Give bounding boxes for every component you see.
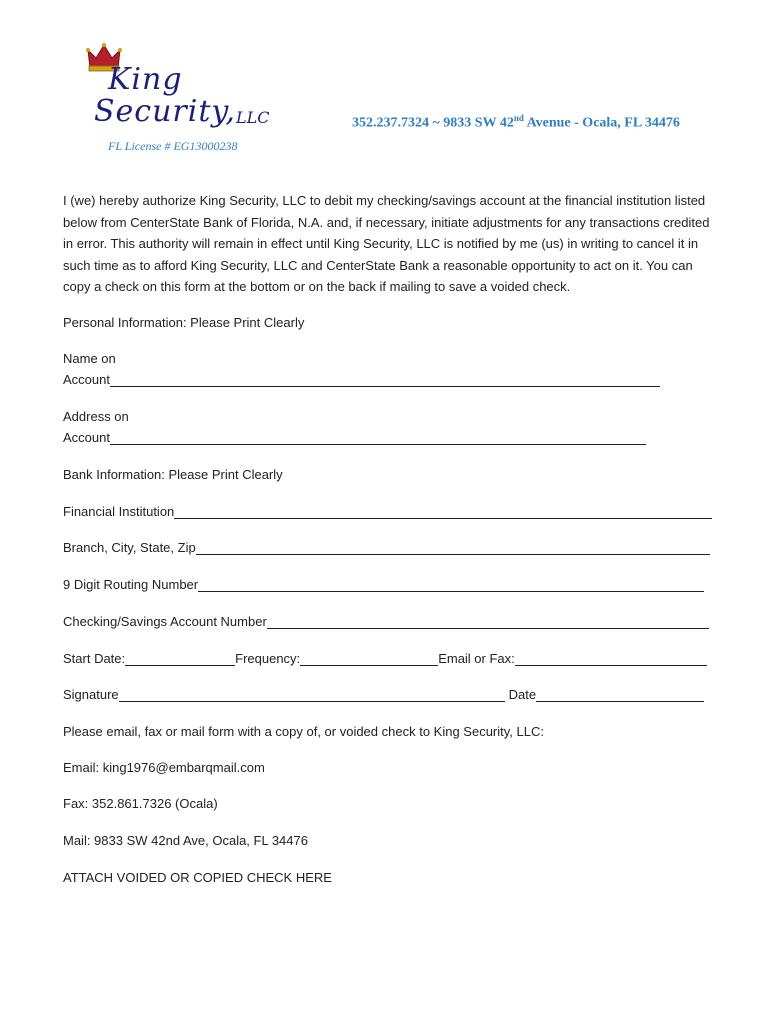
company-logo <box>80 42 290 142</box>
name-label-line2: Account <box>63 372 110 387</box>
contact-mail: Mail: 9833 SW 42nd Ave, Ocala, FL 34476 <box>63 833 308 848</box>
name-label-line1: Name on <box>63 351 116 366</box>
financial-institution-input[interactable] <box>174 504 712 519</box>
logo-word-llc: LLC <box>236 108 270 127</box>
address-on-account-field[interactable] <box>63 430 646 445</box>
start-frequency-row <box>63 651 707 666</box>
financial-institution-field[interactable] <box>63 504 712 519</box>
start-date-label: Start Date: <box>63 651 126 666</box>
address-label-line1: Address on <box>63 409 129 424</box>
contact-main: 352.237.7324 ~ 9833 SW 42 <box>352 115 514 131</box>
account-number-input[interactable] <box>267 614 709 629</box>
signature-input[interactable] <box>119 687 505 702</box>
address-label-line2: Account <box>63 430 110 445</box>
date-input[interactable] <box>536 687 704 702</box>
contact-fax: Fax: 352.861.7326 (Ocala) <box>63 796 218 811</box>
frequency-input[interactable] <box>300 651 438 666</box>
date-label: Date <box>508 687 537 702</box>
name-on-account-input[interactable] <box>110 372 660 387</box>
account-number-label: Checking/Savings Account Number <box>63 614 267 629</box>
license-number: FL License # EG13000238 <box>108 139 238 153</box>
branch-city-state-zip-label: Branch, City, State, Zip <box>63 540 196 555</box>
submission-instructions: Please email, fax or mail form with a copy of, or voided check to King Security, LLC: <box>63 724 544 739</box>
signature-date-row <box>63 687 704 702</box>
frequency-label: Frequency: <box>235 651 301 666</box>
bank-info-heading: Bank Information: Please Print Clearly <box>63 467 283 482</box>
branch-city-state-zip-field[interactable] <box>63 540 710 555</box>
contact-email: Email: king1976@embarqmail.com <box>63 760 265 775</box>
attach-check-note: ATTACH VOIDED OR COPIED CHECK HERE <box>63 870 332 885</box>
signature-label: Signature <box>63 687 119 702</box>
routing-number-field[interactable] <box>63 577 704 592</box>
branch-city-state-zip-input[interactable] <box>196 540 710 555</box>
email-or-fax-input[interactable] <box>515 651 707 666</box>
contact-rest: Avenue - Ocala, FL 34476 <box>523 115 680 131</box>
contact-sup: nd <box>513 113 524 123</box>
routing-number-input[interactable] <box>198 577 704 592</box>
contact-info <box>352 113 680 132</box>
logo-word-king: King <box>108 62 183 97</box>
name-on-account-field[interactable] <box>63 372 660 387</box>
financial-institution-label: Financial Institution <box>63 504 175 519</box>
personal-info-heading: Personal Information: Please Print Clearly <box>63 315 305 330</box>
routing-number-label: 9 Digit Routing Number <box>63 577 199 592</box>
logo-word-security: Security, <box>94 94 236 129</box>
account-number-field[interactable] <box>63 614 709 629</box>
start-date-input[interactable] <box>125 651 235 666</box>
email-or-fax-label: Email or Fax: <box>438 651 515 666</box>
authorization-paragraph: I (we) hereby authorize King Security, LLC to debit my checking/savings account at the financial institution listed below from CenterState Bank of Florida, N.A. and, if necessary, initiate adjustments for any transactions credited in error. This authority will remain in effect until King Security, LLC is notified by me (us) in writing to cancel it in such time as to afford King Security, LLC and CenterState Bank a reasonable opportunity to act on it. You can copy a check on this form at the bottom or on the back if mailing to save a voided check. <box>63 193 710 294</box>
address-on-account-input[interactable] <box>110 430 646 445</box>
